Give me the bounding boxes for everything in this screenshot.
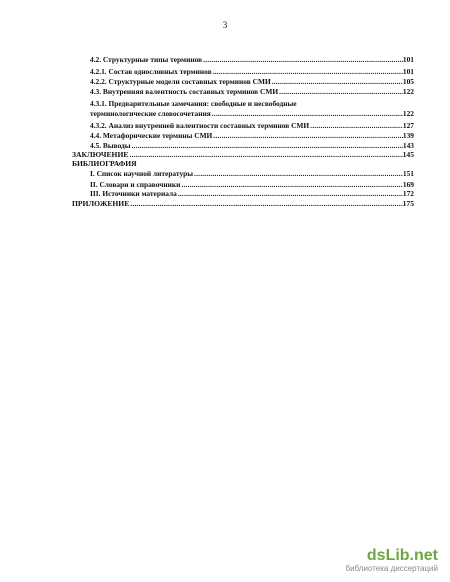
toc-leader-dots — [279, 87, 403, 97]
toc-entry — [90, 131, 414, 141]
toc-entry — [90, 121, 414, 131]
toc-entry-page: 101 — [402, 67, 414, 76]
toc-entry-page: 172 — [402, 189, 414, 198]
toc-entry-label: 4.2. Структурные типы терминов — [90, 55, 203, 64]
toc-entry-page: 151 — [402, 169, 414, 178]
toc-entry-label: 4.3.1. Предварительные замечания: свободные и несвободные — [90, 99, 297, 108]
toc-entry — [90, 67, 414, 77]
page-number: 3 — [222, 20, 228, 30]
watermark — [326, 548, 438, 574]
toc-entry — [90, 189, 414, 199]
toc-leader-dots — [272, 77, 403, 87]
toc-entry — [90, 77, 414, 87]
toc-entry — [90, 87, 414, 97]
toc-leader-dots — [130, 199, 402, 209]
toc-leader-dots — [213, 67, 403, 77]
toc-leader-dots — [194, 169, 403, 179]
toc-entry-page: 122 — [402, 87, 414, 96]
toc-entry-label: II. Словари и справочники — [90, 180, 181, 189]
toc-entry-label: 4.2.2. Структурные модели составных терминов СМИ — [90, 77, 271, 86]
toc-entry-label: 4.5. Выводы — [90, 141, 131, 150]
toc-leader-dots — [212, 109, 403, 119]
toc-entry — [90, 169, 414, 179]
toc-entry-page: 105 — [402, 77, 414, 86]
toc-entry-label: 4.4. Метафорические термины СМИ — [90, 131, 213, 140]
toc-entry-label: III. Источники материала — [90, 189, 177, 198]
watermark-tagline: библиотека диссертаций — [345, 564, 438, 573]
toc-leader-dots — [203, 55, 403, 65]
toc-entry-page: 145 — [402, 150, 414, 159]
toc-entry-label: ПРИЛОЖЕНИЕ — [72, 199, 130, 208]
toc-leader-dots — [213, 131, 403, 141]
toc-entry — [90, 55, 414, 65]
toc-entry — [72, 159, 414, 169]
toc-entry-page: 169 — [402, 180, 414, 189]
toc-entry-page: 143 — [402, 141, 414, 150]
toc-entry-page: 122 — [402, 109, 414, 118]
toc-leader-dots — [178, 189, 403, 199]
toc-entry-label: 4.2.1. Состав однословных терминов — [90, 67, 212, 76]
toc-entry-page: 101 — [402, 55, 414, 64]
toc-entry-label: I. Список научной литературы — [90, 169, 194, 178]
toc-entry-label-continued: терминологические словосочетания — [90, 109, 211, 118]
toc-entry-page: 127 — [402, 121, 414, 130]
toc-entry-page: 139 — [402, 131, 414, 140]
toc-entry — [72, 199, 414, 209]
toc-entry — [90, 99, 414, 119]
toc-leader-dots — [310, 121, 403, 131]
toc-entry-label: 4.3. Внутренняя валентность составных терминов СМИ — [90, 87, 279, 96]
toc-entry-label: БИБЛИОГРАФИЯ — [72, 159, 137, 168]
toc-entry-page: 175 — [402, 199, 414, 208]
toc-entry-label: ЗАКЛЮЧЕНИЕ — [72, 150, 129, 159]
toc-entry-label: 4.3.2. Анализ внутренней валентности составных терминов СМИ — [90, 121, 310, 130]
dslib-logo: dsLib.net — [366, 547, 438, 564]
